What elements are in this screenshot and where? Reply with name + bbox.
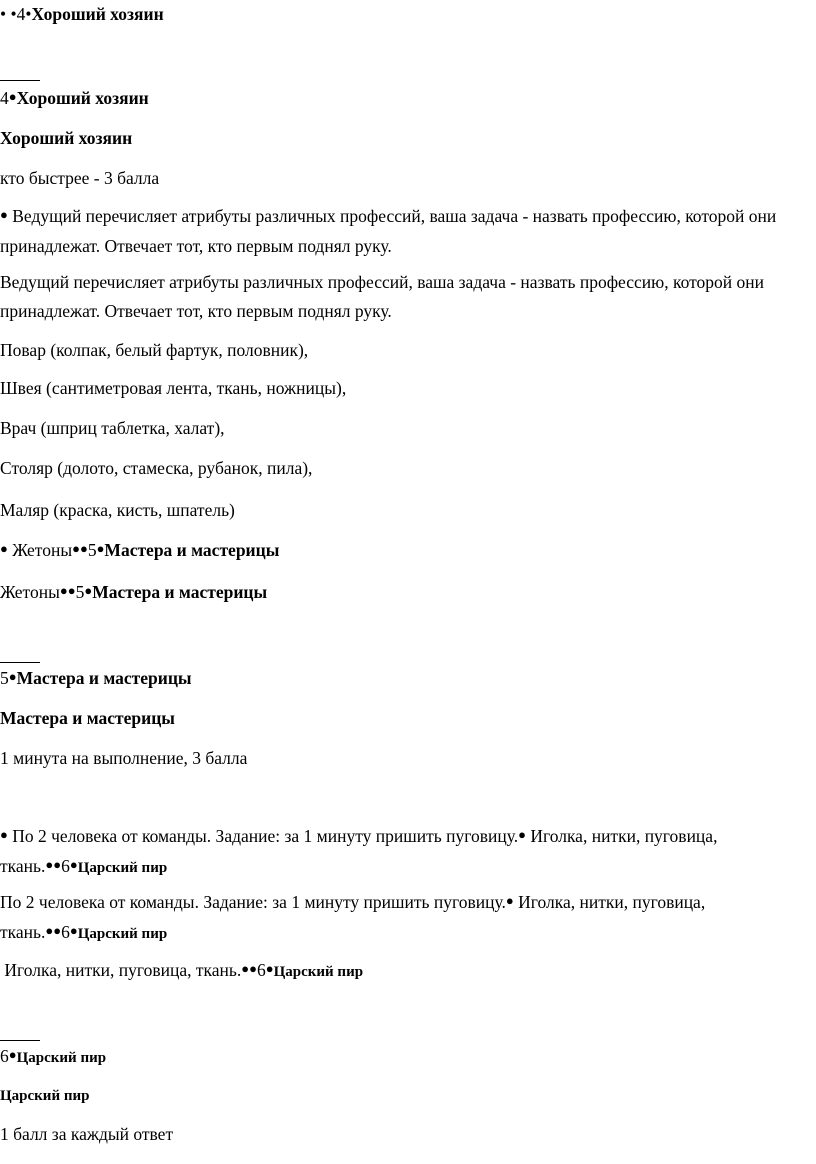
section-title: Царский пир [0, 1088, 90, 1104]
task-description-bulleted: ● Ведущий перечисляет атрибуты различных профессий, ваша задача - назвать профессию, которой они принадлежат. Отвечает тот, кто первым поднял руку. [0, 206, 777, 256]
heading-title: Хороший хозяин [31, 4, 164, 24]
scoring-note: 1 балл за каждый ответ [0, 1124, 174, 1144]
separator-rule [0, 662, 40, 663]
slide-number-heading-5: 5●Мастера и мастерицы [0, 668, 192, 688]
tokens-line: Жетоны●●5●Мастера и мастерицы [0, 582, 268, 602]
bullet-marker: • •4• [0, 4, 32, 24]
materials-line: Иголка, нитки, пуговица, ткань.●●6●Царский пир [4, 960, 364, 980]
profession-item: Врач (шприц таблетка, халат), [0, 418, 225, 438]
scoring-note: кто быстрее - 3 балла [0, 168, 160, 188]
slide-number: 6 [0, 1046, 9, 1066]
separator-rule [0, 1040, 40, 1041]
scoring-note: 1 минута на выполнение, 3 балла [0, 748, 248, 768]
slide-header-4 [0, 0, 812, 28]
tokens-line-bulleted: ● Жетоны●●5●Мастера и мастерицы [0, 540, 280, 560]
task-description-bulleted: ● По 2 человека от команды. Задание: за 1 минуту пришить пуговицу.● Иголка, нитки, пуговица, ткань.●●6●Царский пир [0, 826, 718, 876]
slide-number-heading-6: 6●Царский пир [0, 1046, 107, 1066]
slide-number: 5 [0, 668, 9, 688]
section-title: Мастера и мастерицы [0, 708, 175, 728]
profession-item: Маляр (краска, кисть, шпатель) [0, 500, 235, 520]
slide-number-heading-4: 4●Хороший хозяин [0, 88, 149, 108]
separator-rule [0, 80, 40, 81]
task-description: По 2 человека от команды. Задание: за 1 минуту пришить пуговицу.● Иголка, нитки, пуговица, ткань.●●6●Царский пир [0, 892, 706, 942]
task-description: Ведущий перечисляет атрибуты различных профессий, ваша задача - назвать профессию, которой они принадлежат. Отвечает тот, кто первым поднял руку. [0, 272, 764, 321]
profession-item: Столяр (долото, стамеска, рубанок, пила), [0, 458, 313, 478]
slide-number: 4 [0, 88, 9, 108]
heading-title: Хороший хозяин [16, 88, 149, 108]
section-title: Хороший хозяин [0, 128, 133, 148]
profession-item: Швея (сантиметровая лента, ткань, ножницы), [0, 378, 347, 398]
profession-item: Повар (колпак, белый фартук, половник), [0, 340, 309, 360]
